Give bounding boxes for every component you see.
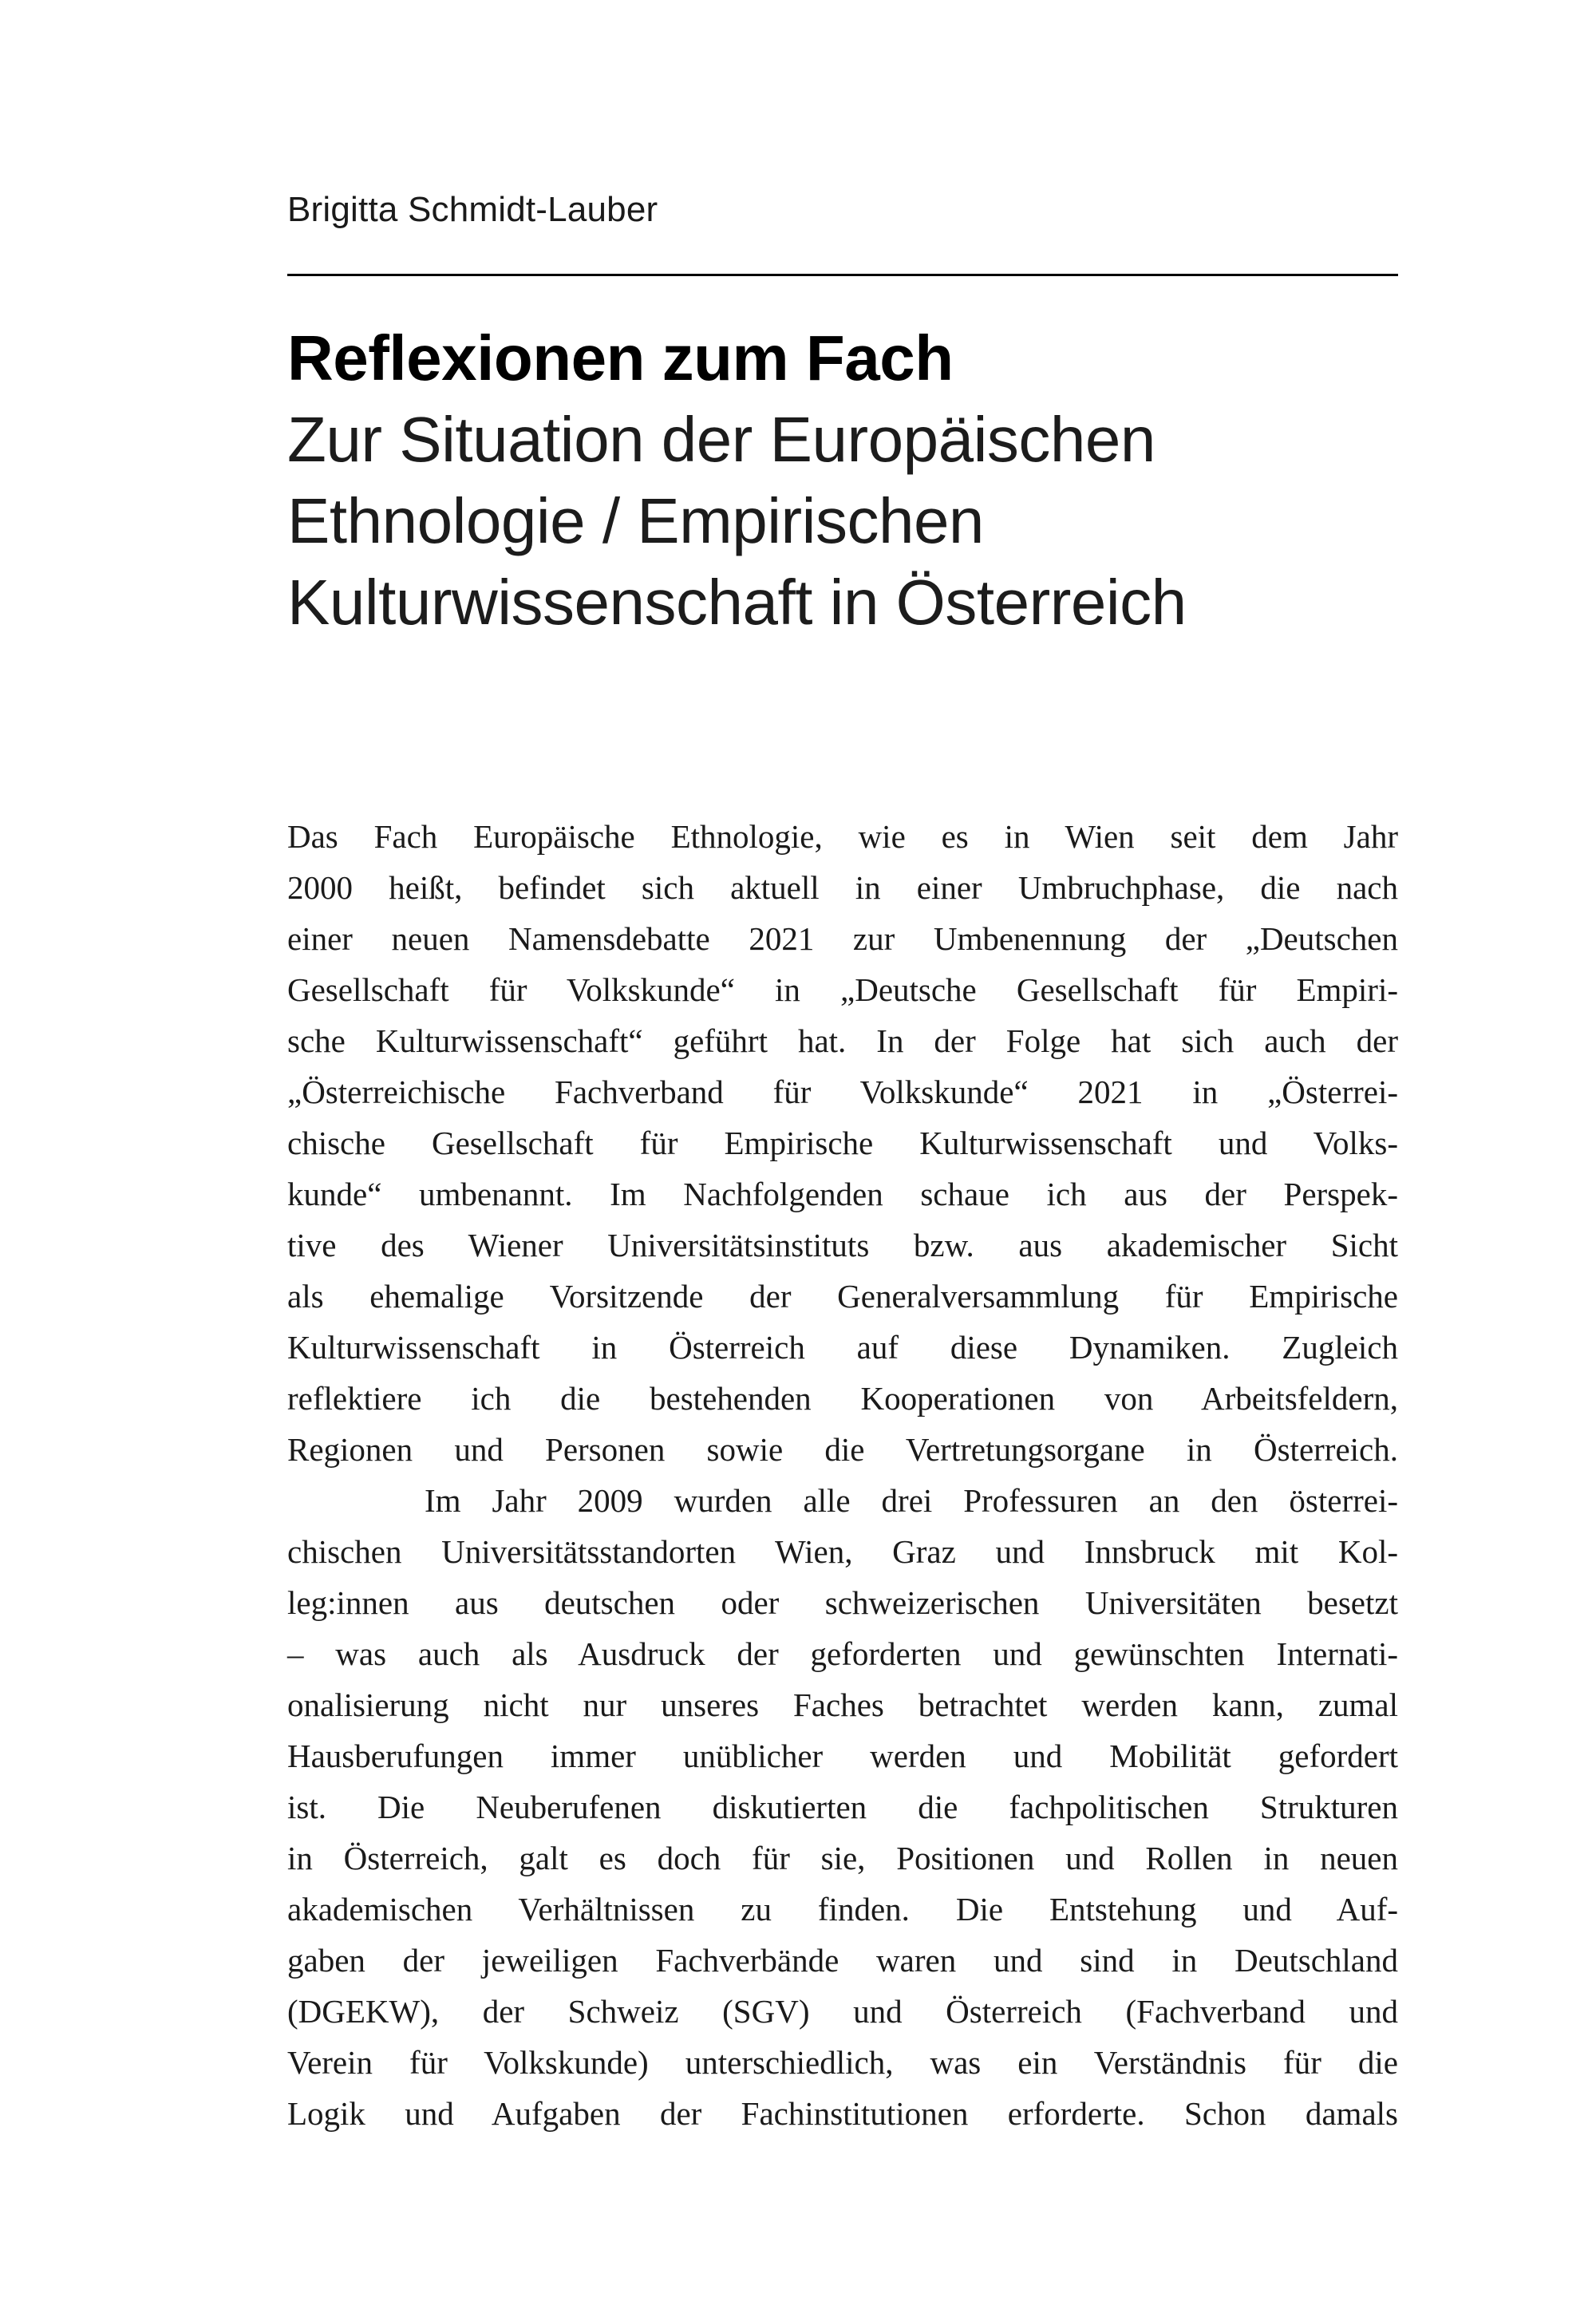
body-line: als ehemalige Vorsitzende der Generalversammlung für Empirische [287,1278,1398,1315]
body-line: einer neuen Namensdebatte 2021 zur Umbenennung der „Deutschen [287,920,1398,957]
body-line: akademischen Verhältnissen zu finden. Die Entstehung und Auf- [287,1891,1398,1927]
paragraph [287,1475,1398,2139]
body-line: sche Kulturwissenschaft“ geführt hat. In der Folge hat sich auch der [287,1022,1398,1059]
body-line: kunde“ umbenannt. Im Nachfolgenden schaue ich aus der Perspek- [287,1176,1398,1212]
body-line: (DGEKW), der Schweiz (SGV) und Österreich (Fachverband und [287,1993,1398,2030]
body-line: Im Jahr 2009 wurden alle drei Professuren an den österrei- [425,1482,1398,1519]
chapter-subtitle-line: Kulturwissenschaft in Österreich [287,567,1187,638]
chapter-title: Reflexionen zum Fach [287,322,954,393]
title-block [287,318,1398,643]
body-line: 2000 heißt, befindet sich aktuell in einer Umbruchphase, die nach [287,869,1398,906]
body-line: gaben der jeweiligen Fachverbände waren und sind in Deutschland [287,1942,1398,1979]
body-line: ist. Die Neuberufenen diskutierten die fachpolitischen Strukturen [287,1789,1398,1825]
body-text [287,811,1398,2139]
body-line: – was auch als Ausdruck der geforderten und gewünschten Internati- [287,1635,1398,1672]
divider-rule [287,274,1398,276]
body-line: Logik und Aufgaben der Fachinstitutionen erforderte. Schon damals [287,2095,1398,2132]
chapter-subtitle-line: Ethnologie / Empirischen [287,485,984,556]
body-line: Das Fach Europäische Ethnologie, wie es in Wien seit dem Jahr [287,818,1398,855]
body-line: Kulturwissenschaft in Österreich auf diese Dynamiken. Zugleich [287,1329,1398,1366]
body-line: chischen Universitätsstandorten Wien, Graz und Innsbruck mit Kol- [287,1533,1398,1570]
body-line: tive des Wiener Universitätsinstituts bzw. aus akademischer Sicht [287,1227,1398,1263]
body-line: Hausberufungen immer unüblicher werden und Mobilität gefordert [287,1738,1398,1774]
body-line: Gesellschaft für Volkskunde“ in „Deutsche Gesellschaft für Empiri- [287,971,1398,1008]
body-line: in Österreich, galt es doch für sie, Positionen und Rollen in neuen [287,1840,1398,1876]
body-line: „Österreichische Fachverband für Volkskunde“ 2021 in „Österrei- [287,1073,1398,1110]
paragraph [287,811,1398,1475]
body-line: Verein für Volkskunde) unterschiedlich, was ein Verständnis für die [287,2044,1398,2081]
body-line: leg:innen aus deutschen oder schweizerischen Universitäten besetzt [287,1584,1398,1621]
body-line: reflektiere ich die bestehenden Kooperationen von Arbeitsfeldern, [287,1380,1398,1417]
text-column [287,0,1398,2139]
body-line: chische Gesellschaft für Empirische Kulturwissenschaft und Volks- [287,1125,1398,1161]
chapter-subtitle [287,399,1398,643]
author-name: Brigitta Schmidt-Lauber [287,190,658,229]
chapter-subtitle-line: Zur Situation der Europäischen [287,404,1156,475]
body-line: onalisierung nicht nur unseres Faches betrachtet werden kann, zumal [287,1686,1398,1723]
body-line: Regionen und Personen sowie die Vertretungsorgane in Österreich. [287,1431,1398,1468]
